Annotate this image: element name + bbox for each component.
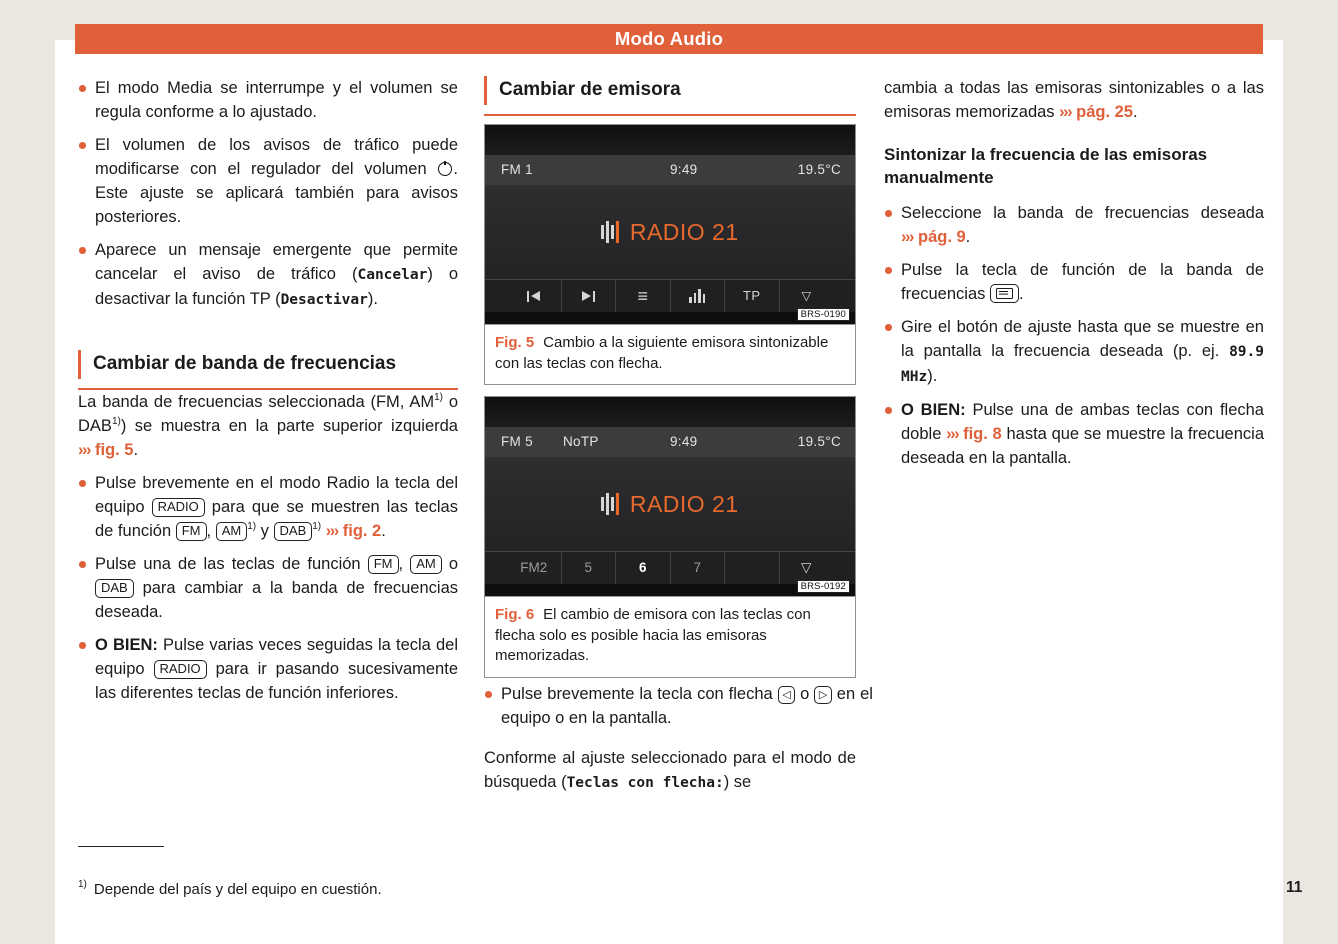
footnote-marker: 1) (312, 521, 322, 532)
seek-back-icon (507, 280, 562, 312)
bullet-text: Pulse una de ambas teclas con flecha doble (901, 401, 1264, 443)
dab-function-key: DAB (95, 579, 134, 598)
bullet-text: Pulse brevemente en el modo Radio la tecla del equipo (95, 474, 458, 516)
temperature: 19.5°C (797, 434, 841, 449)
bullet-text: Aparece un mensaje emergente que permite cancelar el aviso de tráfico ( (95, 241, 458, 283)
bullet-text: para cambiar a la banda de frecuencias deseada. (95, 579, 458, 621)
arrow-left-key-icon: ◁ (778, 686, 795, 704)
collapse-arrow-icon: ▽ (801, 289, 812, 303)
paragraph-text: . (1132, 103, 1138, 121)
page-header-bar (75, 24, 1263, 54)
page9-reference-link[interactable]: pág. 9 (917, 228, 966, 246)
preset-7: 7 (671, 552, 726, 584)
figure5-caption (485, 324, 855, 384)
page-title: Modo Audio (614, 28, 724, 49)
sound-bars-icon (671, 280, 726, 312)
section-title: Cambiar de emisora (484, 76, 856, 105)
bullet-text: Pulse la tecla de función de la banda de frecuencias (901, 261, 1264, 303)
page-number: 11 (1286, 879, 1303, 896)
command-desactivar: Desactivar (280, 292, 368, 308)
command-teclas-con-flecha: Teclas con flecha: (566, 775, 724, 791)
caption-text: Cambio a la siguiente emisora sintonizable con las teclas con flecha. (495, 334, 829, 372)
now-playing-area (485, 185, 855, 279)
section-heading-change-station (484, 76, 856, 116)
screen-bezel (485, 397, 855, 427)
bullet-text: Pulse varias veces seguidas la tecla del equipo (95, 636, 458, 678)
paragraph-text: . (133, 441, 139, 459)
empty-cell (725, 552, 780, 584)
bullet-icon (485, 691, 492, 698)
bullet-icon (79, 480, 86, 487)
subsection-heading-manual-tuning: Sintonizar la frecuencia de las emisoras manualmente (884, 145, 1208, 187)
bullet-icon (885, 267, 892, 274)
footnote-marker: 1) (434, 392, 443, 403)
footnote (78, 879, 382, 901)
fig6-radio-screen (485, 397, 855, 596)
bullet-icon (79, 85, 86, 92)
column-middle (484, 76, 873, 936)
fig5-radio-screen (485, 125, 855, 324)
bullet-text: Gire el botón de ajuste hasta que se muestre en la pantalla la frecuencia deseada (p. ej. (901, 318, 1264, 360)
arrow-right-key-icon: ▷ (814, 686, 831, 704)
am-function-key: AM (216, 522, 248, 541)
figure-label: Fig. 6 (495, 606, 535, 623)
bullet-text: . (1018, 285, 1024, 303)
bullet-icon (79, 642, 86, 649)
bullet-text: ). (927, 367, 938, 385)
bullet-text: , (206, 522, 216, 540)
bullet-item-or-press-radio (78, 633, 458, 705)
bullet-text: en el equipo o en la pantalla. (501, 685, 873, 727)
emphasis-text: O BIEN: (901, 401, 966, 419)
see-arrows-icon: ››› (946, 425, 959, 443)
footnote-marker: 1) (111, 416, 121, 427)
bullet-item-popup-message (78, 238, 458, 312)
bullet-text: El modo Media se interrumpe y el volumen se regula conforme a lo ajustado. (95, 79, 458, 121)
bullet-item-select-band (884, 201, 1264, 249)
station-signal-bars-icon (601, 221, 619, 243)
footnote-marker: 1) (78, 879, 87, 890)
volume-knob-icon (438, 162, 452, 176)
preset-5: 5 (562, 552, 617, 584)
see-arrows-icon: ››› (1059, 103, 1072, 121)
column-left (78, 76, 458, 714)
station-name: RADIO 21 (629, 491, 739, 517)
paragraph-text: ) se (723, 773, 752, 791)
fm-function-key: FM (176, 522, 207, 541)
figure-label: Fig. 5 (495, 334, 535, 351)
figure-code-label: BRS-0192 (797, 580, 850, 594)
bullet-text: Pulse brevemente la tecla con flecha (501, 685, 778, 703)
figure-5 (484, 124, 856, 385)
temperature: 19.5°C (797, 162, 841, 177)
station-signal-bars-icon (601, 493, 619, 515)
paragraph-continuation (884, 76, 1264, 124)
command-cancelar: Cancelar (357, 267, 428, 283)
see-arrows-icon: ››› (325, 522, 338, 540)
bullet-icon (79, 247, 86, 254)
footnote-marker: 1) (247, 521, 257, 532)
band-indicator: FM 1 (501, 162, 533, 177)
bullet-text: para ir pasando sucesivamente las diferentes teclas de función inferiores. (95, 660, 458, 702)
paragraph-band-display (78, 390, 458, 462)
collapse-arrow-icon: ▽ (801, 560, 812, 575)
bullet-item-arrow-keys (484, 682, 873, 730)
section-title: Cambiar de banda de frecuencias (78, 350, 458, 379)
band-indicator: FM 5 (501, 434, 533, 449)
column-right (884, 76, 1264, 479)
screen-bezel (485, 125, 855, 155)
fig8-reference-link[interactable]: fig. 8 (963, 425, 1002, 443)
preset-fm2: FM2 (507, 552, 562, 584)
page25-reference-link[interactable]: pág. 25 (1076, 103, 1133, 121)
bullet-text: Pulse una de las teclas de función (95, 555, 368, 573)
mini-display-icon (996, 288, 1013, 299)
emphasis-text: O BIEN: (95, 636, 158, 654)
station-list-icon: ≡ (616, 280, 671, 312)
bullet-text: , (398, 555, 411, 573)
bullet-icon (79, 561, 86, 568)
bullet-text: y (256, 522, 274, 540)
screen-status-bar (485, 155, 855, 185)
figure6-caption (485, 596, 855, 677)
preset-6-selected: 6 (616, 552, 671, 584)
screen-status-bar (485, 427, 855, 457)
bullet-text: ) o desactivar la función TP ( (95, 265, 458, 308)
bullet-text: Seleccione la banda de frecuencias deseada (901, 204, 1264, 222)
seek-forward-icon (562, 280, 617, 312)
bullet-text: . Este ajuste se aplicará también para avisos posteriores. (95, 160, 458, 226)
dab-function-key: DAB (274, 522, 313, 541)
footnote-divider (78, 846, 164, 847)
bullet-icon (885, 407, 892, 414)
bullet-item-turn-knob (884, 315, 1264, 389)
bullet-text: . (381, 522, 386, 540)
fig2-reference-link[interactable]: fig. 2 (342, 522, 382, 540)
tp-indicator: TP (725, 280, 780, 312)
paragraph-text: cambia a todas las emisoras sintonizables o a las emisoras memorizadas (884, 79, 1264, 121)
paragraph-search-mode (484, 746, 856, 795)
paragraph-text: o DAB (78, 393, 459, 435)
bullet-item-media-mode (78, 76, 458, 124)
fm-function-key: FM (368, 555, 399, 574)
frequency-band-key-icon (990, 284, 1019, 303)
station-name: RADIO 21 (629, 219, 739, 245)
bullet-item-traffic-volume (78, 133, 458, 229)
paragraph-text: ) se muestra en la parte superior izquierda (120, 417, 458, 435)
paragraph-text: Conforme al ajuste seleccionado para el modo de búsqueda ( (484, 749, 856, 791)
bullet-item-or-double-arrows (884, 398, 1264, 470)
section-heading-band-change (78, 350, 458, 390)
figure-6 (484, 396, 856, 678)
paragraph-text: La banda de frecuencias seleccionada (FM, AM (78, 393, 435, 411)
bullet-icon (885, 210, 892, 217)
radio-hardkey: RADIO (152, 498, 205, 517)
bullet-item-press-band-function-key (884, 258, 1264, 306)
see-arrows-icon: ››› (901, 228, 913, 246)
bullet-item-press-radio (78, 471, 458, 543)
clock: 9:49 (670, 162, 698, 177)
caption-text: El cambio de emisora con las teclas con flecha solo es posible hacia las emisoras memorizadas. (495, 606, 811, 664)
fig5-reference-link[interactable]: fig. 5 (94, 441, 134, 459)
see-arrows-icon: ››› (78, 441, 90, 459)
bullet-text: ). (367, 290, 378, 308)
radio-hardkey: RADIO (154, 660, 207, 679)
bullet-item-press-band-key (78, 552, 458, 624)
frequency-value: 89.9 MHz (901, 344, 1264, 385)
bullet-text: para que se muestren las teclas de función (95, 498, 458, 540)
bullet-text: o (441, 555, 458, 573)
footnote-text: Depende del país y del equipo en cuestión. (93, 881, 382, 898)
bullet-icon (885, 324, 892, 331)
bullet-text: o (795, 685, 815, 703)
figure-code-label: BRS-0190 (797, 308, 850, 322)
notp-indicator: NoTP (563, 434, 599, 449)
bullet-text: . (965, 228, 971, 246)
bullet-icon (79, 142, 86, 149)
bullet-text: El volumen de los avisos de tráfico puede modificarse con el regulador del volumen (95, 136, 458, 178)
bullet-text: hasta que se muestre la frecuencia deseada en la pantalla. (901, 425, 1264, 467)
now-playing-area (485, 457, 855, 551)
heading-underline (484, 114, 856, 116)
am-function-key: AM (410, 555, 442, 574)
clock: 9:49 (670, 434, 698, 449)
